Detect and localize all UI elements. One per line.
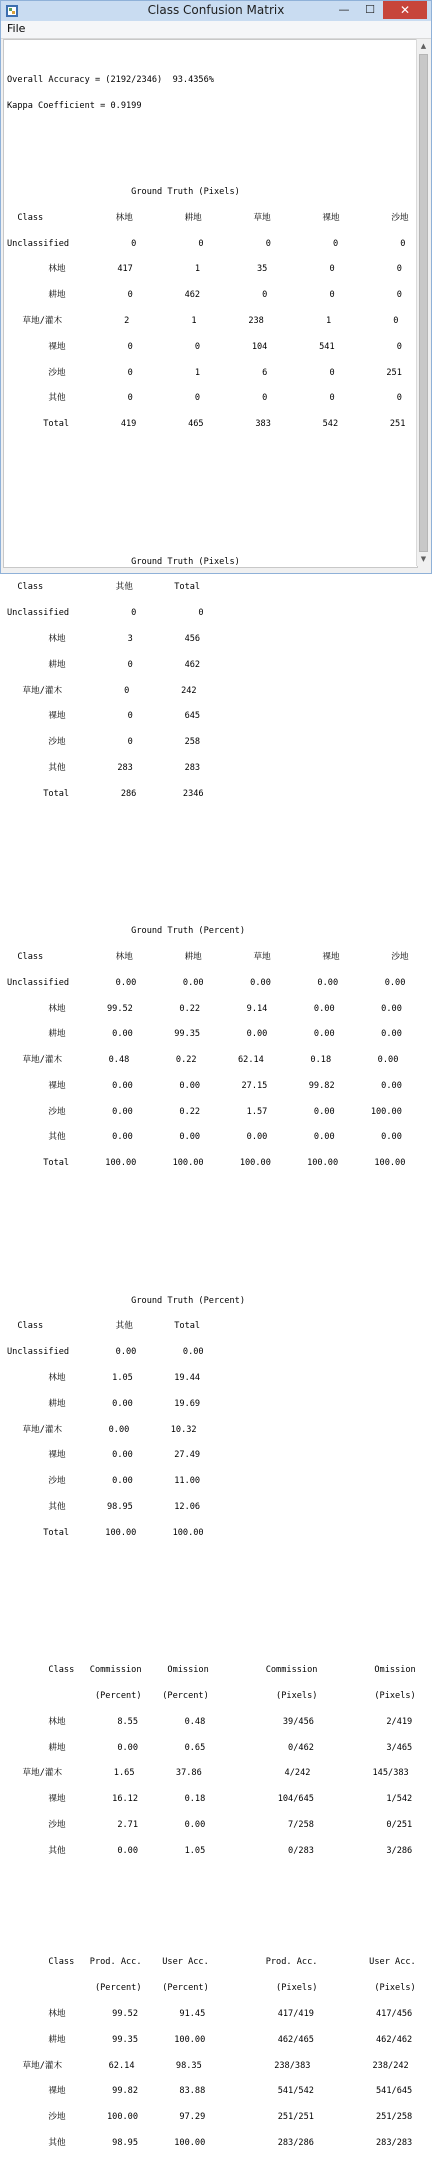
- table-line: 耕地 0 462: [7, 659, 201, 670]
- table-line: 耕地 0 462 0 0 0: [7, 290, 402, 301]
- percent-table-1: [7, 910, 416, 1185]
- table-line: Class 林地 耕地 草地 裸地 沙地: [7, 951, 409, 962]
- spacer: [7, 833, 416, 842]
- table-line: 沙地 0.00 0.22 1.57 0.00 100.00: [7, 1106, 402, 1117]
- table-line: 耕地 99.35 100.00 462/465 462/462: [7, 2034, 413, 2045]
- scroll-down-arrow-icon[interactable]: ▼: [420, 555, 427, 563]
- table-line: 耕地 0.00 99.35 0.00 0.00 0.00: [7, 1029, 402, 1040]
- table-line: 草地/灌木 62.14 98.35 238/383 238/242: [7, 2060, 409, 2071]
- table-line: 林地 99.52 91.45 417/419 417/456: [7, 2008, 413, 2019]
- table-line: Total 100.00 100.00: [7, 1527, 204, 1538]
- table-line: Total 286 2346: [7, 788, 204, 799]
- spacer: [7, 1202, 416, 1211]
- menu-bar: [1, 21, 431, 39]
- spacer: [7, 1890, 416, 1899]
- table-line: Class Commission Omission Commission Omission: [7, 1665, 416, 1676]
- table-line: 林地 99.52 0.22 9.14 0.00 0.00: [7, 1003, 402, 1014]
- table-line: (Percent) (Percent) (Pixels) (Pixels): [7, 1983, 416, 1994]
- spacer: [7, 884, 416, 893]
- table-line: 其他 283 283: [7, 762, 201, 773]
- spacer: [7, 463, 416, 472]
- table-line: 草地/灌木 0 242: [7, 685, 197, 696]
- table-line: 林地 3 456: [7, 633, 201, 644]
- window-controls: [331, 1, 427, 19]
- table-line: Class 林地 耕地 草地 裸地 沙地: [7, 212, 409, 223]
- table-line: 沙地 100.00 97.29 251/251 251/258: [7, 2112, 413, 2123]
- pixel-table-1: [7, 171, 416, 446]
- table-line: 裸地 0 645: [7, 711, 201, 722]
- table-line: Ground Truth (Percent): [7, 1295, 245, 1306]
- summary-line: Kappa Coefficient = 0.9199: [7, 101, 142, 112]
- table-line: 林地 417 1 35 0 0: [7, 264, 402, 275]
- spacer: [7, 1254, 416, 1263]
- spacer: [7, 489, 416, 498]
- table-line: 其他 0 0 0 0 0: [7, 393, 402, 404]
- summary-line: Overall Accuracy = (2192/2346) 93.4356%: [7, 75, 214, 86]
- table-line: 沙地 2.71 0.00 7/258 0/251: [7, 1819, 413, 1830]
- table-line: 草地/灌木 0.48 0.22 62.14 0.18 0.00: [7, 1055, 399, 1066]
- spacer: [7, 1572, 416, 1581]
- report-text-area[interactable]: [3, 39, 418, 2148]
- table-line: (Percent) (Percent) (Pixels) (Pixels): [7, 1691, 416, 1701]
- table-line: Ground Truth (Percent): [7, 926, 245, 937]
- table-line: 其他 98.95 100.00 283/286 283/283: [7, 2137, 413, 2148]
- error-table: [7, 1649, 416, 1872]
- table-line: Unclassified 0 0: [7, 608, 204, 619]
- menu-file[interactable]: File: [7, 22, 26, 35]
- table-line: Unclassified 0 0 0 0 0: [7, 238, 406, 249]
- maximize-button[interactable]: ☐: [365, 3, 375, 16]
- table-line: Unclassified 0.00 0.00 0.00 0.00 0.00: [7, 977, 406, 988]
- table-line: 草地/灌木 0.00 10.32: [7, 1424, 197, 1435]
- table-line: 耕地 0.00 0.65 0/462 3/465: [7, 1742, 413, 1753]
- spacer: [7, 1228, 416, 1237]
- scroll-up-arrow-icon[interactable]: ▲: [420, 42, 427, 50]
- table-line: 林地 8.55 0.48 39/456 2/419: [7, 1716, 413, 1727]
- pixel-table-2: [7, 540, 416, 815]
- table-line: 裸地 99.82 83.88 541/542 541/645: [7, 2086, 413, 2097]
- table-line: Total 100.00 100.00 100.00 100.00 100.00: [7, 1158, 406, 1169]
- table-line: Ground Truth (Pixels): [7, 556, 240, 567]
- window-title: Class Confusion Matrix: [147, 3, 285, 17]
- table-line: Ground Truth (Pixels): [7, 187, 240, 198]
- table-line: 裸地 16.12 0.18 104/645 1/542: [7, 1794, 413, 1805]
- spacer: [7, 1915, 416, 1924]
- spacer: [7, 145, 416, 154]
- table-line: 其他 0.00 0.00 0.00 0.00 0.00: [7, 1132, 402, 1143]
- close-button[interactable]: ✕: [383, 1, 427, 19]
- table-line: Class 其他 Total: [7, 1321, 201, 1332]
- table-line: 裸地 0.00 27.49: [7, 1450, 201, 1461]
- table-line: 裸地 0.00 0.00 27.15 99.82 0.00: [7, 1080, 402, 1091]
- table-line: 草地/灌木 1.65 37.86 4/242 145/383: [7, 1768, 409, 1779]
- report-text: [7, 42, 416, 2182]
- table-line: 其他 98.95 12.06: [7, 1501, 201, 1512]
- table-line: Total 419 465 383 542 251: [7, 419, 406, 430]
- table-line: Class 其他 Total: [7, 582, 201, 593]
- table-line: 其他 0.00 1.05 0/283 3/286: [7, 1845, 413, 1856]
- table-line: 裸地 0 0 104 541 0: [7, 341, 402, 352]
- table-line: 沙地 0 258: [7, 737, 201, 748]
- minimize-button[interactable]: —: [338, 3, 350, 16]
- spacer: [7, 858, 416, 867]
- table-line: 沙地 0 1 6 0 251: [7, 367, 402, 378]
- table-line: Unclassified 0.00 0.00: [7, 1347, 204, 1358]
- title-bar[interactable]: [1, 1, 431, 21]
- vertical-scrollbar[interactable]: [416, 39, 430, 566]
- scrollbar-thumb[interactable]: [419, 54, 428, 552]
- table-line: 草地/灌木 2 1 238 1 0: [7, 316, 399, 326]
- table-line: 沙地 0.00 11.00: [7, 1476, 201, 1487]
- percent-table-2: [7, 1280, 416, 1555]
- table-line: 耕地 0.00 19.69: [7, 1398, 201, 1409]
- table-line: 林地 1.05 19.44: [7, 1373, 201, 1384]
- spacer: [7, 515, 416, 524]
- spacer: [7, 1623, 416, 1632]
- spacer: [7, 1597, 416, 1606]
- table-line: Class Prod. Acc. User Acc. Prod. Acc. User Acc.: [7, 1957, 416, 1968]
- accuracy-table: [7, 1941, 416, 2164]
- summary-section: [7, 59, 416, 128]
